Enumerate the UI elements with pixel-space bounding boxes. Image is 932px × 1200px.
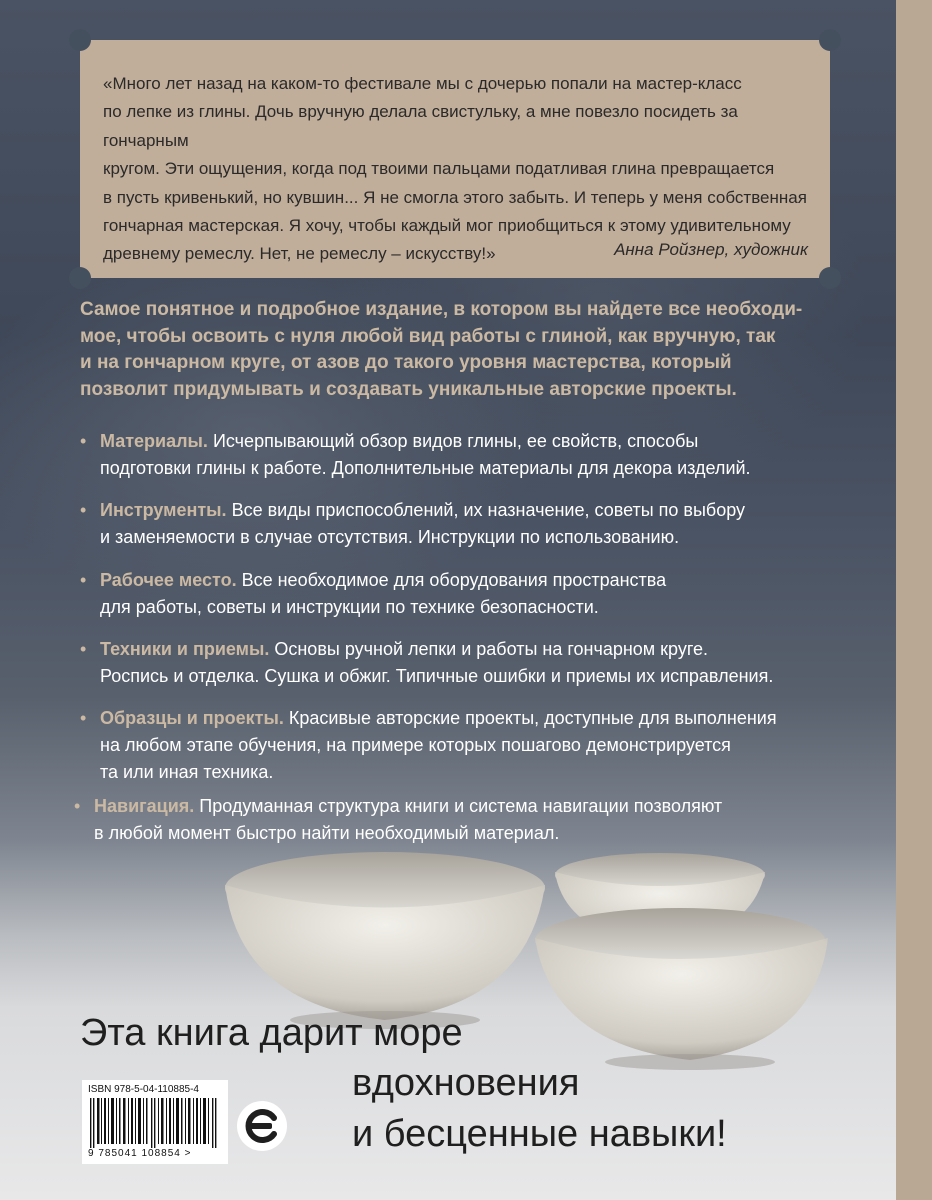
feature-item (80, 567, 880, 621)
feature-desc: Продуманная структура книги и система навигации позволяют (194, 796, 723, 816)
feature-desc-line: и заменяемости в случае отсутствия. Инструкции по использованию. (100, 527, 680, 547)
barcode-digits: 9 785041 108854 > (88, 1148, 192, 1159)
barcode-bars-icon (88, 1098, 222, 1148)
feature-item (80, 705, 880, 786)
feature-term: Инструменты. (100, 500, 227, 520)
quote-box-corner (69, 29, 91, 51)
spine-strip (896, 0, 932, 1200)
slogan-line: вдохновения (352, 1062, 580, 1104)
feature-desc: Все виды приспособлений, их назначение, советы по выбору (226, 500, 746, 520)
feature-desc: Исчерпывающий обзор видов глины, ее свойств, способы (207, 431, 699, 451)
slogan-line: Эта книга дарит море (80, 1012, 463, 1054)
bullet-icon: • (80, 500, 87, 520)
feature-desc-line: в любой момент быстро найти необходимый материал. (94, 823, 560, 843)
feature-term: Навигация. (94, 796, 195, 816)
feature-term: Рабочее место. (100, 570, 237, 590)
feature-desc-line: та или иная техника. (100, 762, 274, 782)
barcode (82, 1080, 228, 1164)
slogan-line: и бесценные навыки! (352, 1113, 727, 1155)
feature-desc: Красивые авторские проекты, доступные для выполнения (283, 708, 777, 728)
feature-item (80, 497, 880, 551)
bullet-icon: • (80, 431, 87, 451)
feature-item (74, 793, 874, 847)
quote-box-corner (819, 267, 841, 289)
feature-item (80, 428, 880, 482)
bowl-left (225, 852, 545, 1029)
feature-desc-line: для работы, советы и инструкции по технике безопасности. (100, 597, 599, 617)
intro-paragraph: Самое понятное и подробное издание, в котором вы найдете все необходи- мое, чтобы освоить с нуля любой вид работы с глиной, как вручную, так и на гончарном круге, от азов до такого уровня мастерства, который позволит придумывать и создавать уникальные авторские проекты. (80, 299, 803, 400)
quote-box-corner (819, 29, 841, 51)
bullet-icon: • (74, 796, 81, 816)
feature-term: Образцы и проекты. (100, 708, 284, 728)
quote-author: Анна Ройзнер, художник (614, 240, 808, 259)
feature-desc-line: подготовки глины к работе. Дополнительные материалы для декора изделий. (100, 458, 751, 478)
feature-term: Техники и приемы. (100, 639, 270, 659)
feature-term: Материалы. (100, 431, 208, 451)
feature-desc-line: на любом этапе обучения, на примере которых пошагово демонстрируется (100, 735, 731, 755)
quote-text: «Много лет назад на каком-то фестивале мы с дочерью попали на мастер-класс по лепке из глины. Дочь вручную делала свистульку, а мне повезло посидеть за гончарным кругом. Эти ощущения, когда под твоими пальцами податливая глина превращается в пусть кривенький, но кувшин... Я не смогла этого забыть. И теперь у меня собственная гончарная мастерская. Я хочу, чтобы каждый мог приобщиться к этому удивительному древнему ремеслу. Нет, не ремеслу – искусству!» (103, 74, 807, 264)
feature-desc: Все необходимое для оборудования пространства (236, 570, 667, 590)
isbn-label: ISBN 978-5-04-110885-4 (88, 1084, 199, 1095)
feature-desc: Основы ручной лепки и работы на гончарном круге. (269, 639, 709, 659)
quote-box-corner (69, 267, 91, 289)
bowl-right (535, 908, 828, 1070)
feature-desc-line: Роспись и отделка. Сушка и обжиг. Типичные ошибки и приемы их исправления. (100, 666, 774, 686)
bullet-icon: • (80, 570, 87, 590)
bullet-icon: • (80, 639, 87, 659)
bullet-icon: • (80, 708, 87, 728)
eksmo-logo-icon (236, 1100, 288, 1152)
feature-item (80, 636, 880, 690)
